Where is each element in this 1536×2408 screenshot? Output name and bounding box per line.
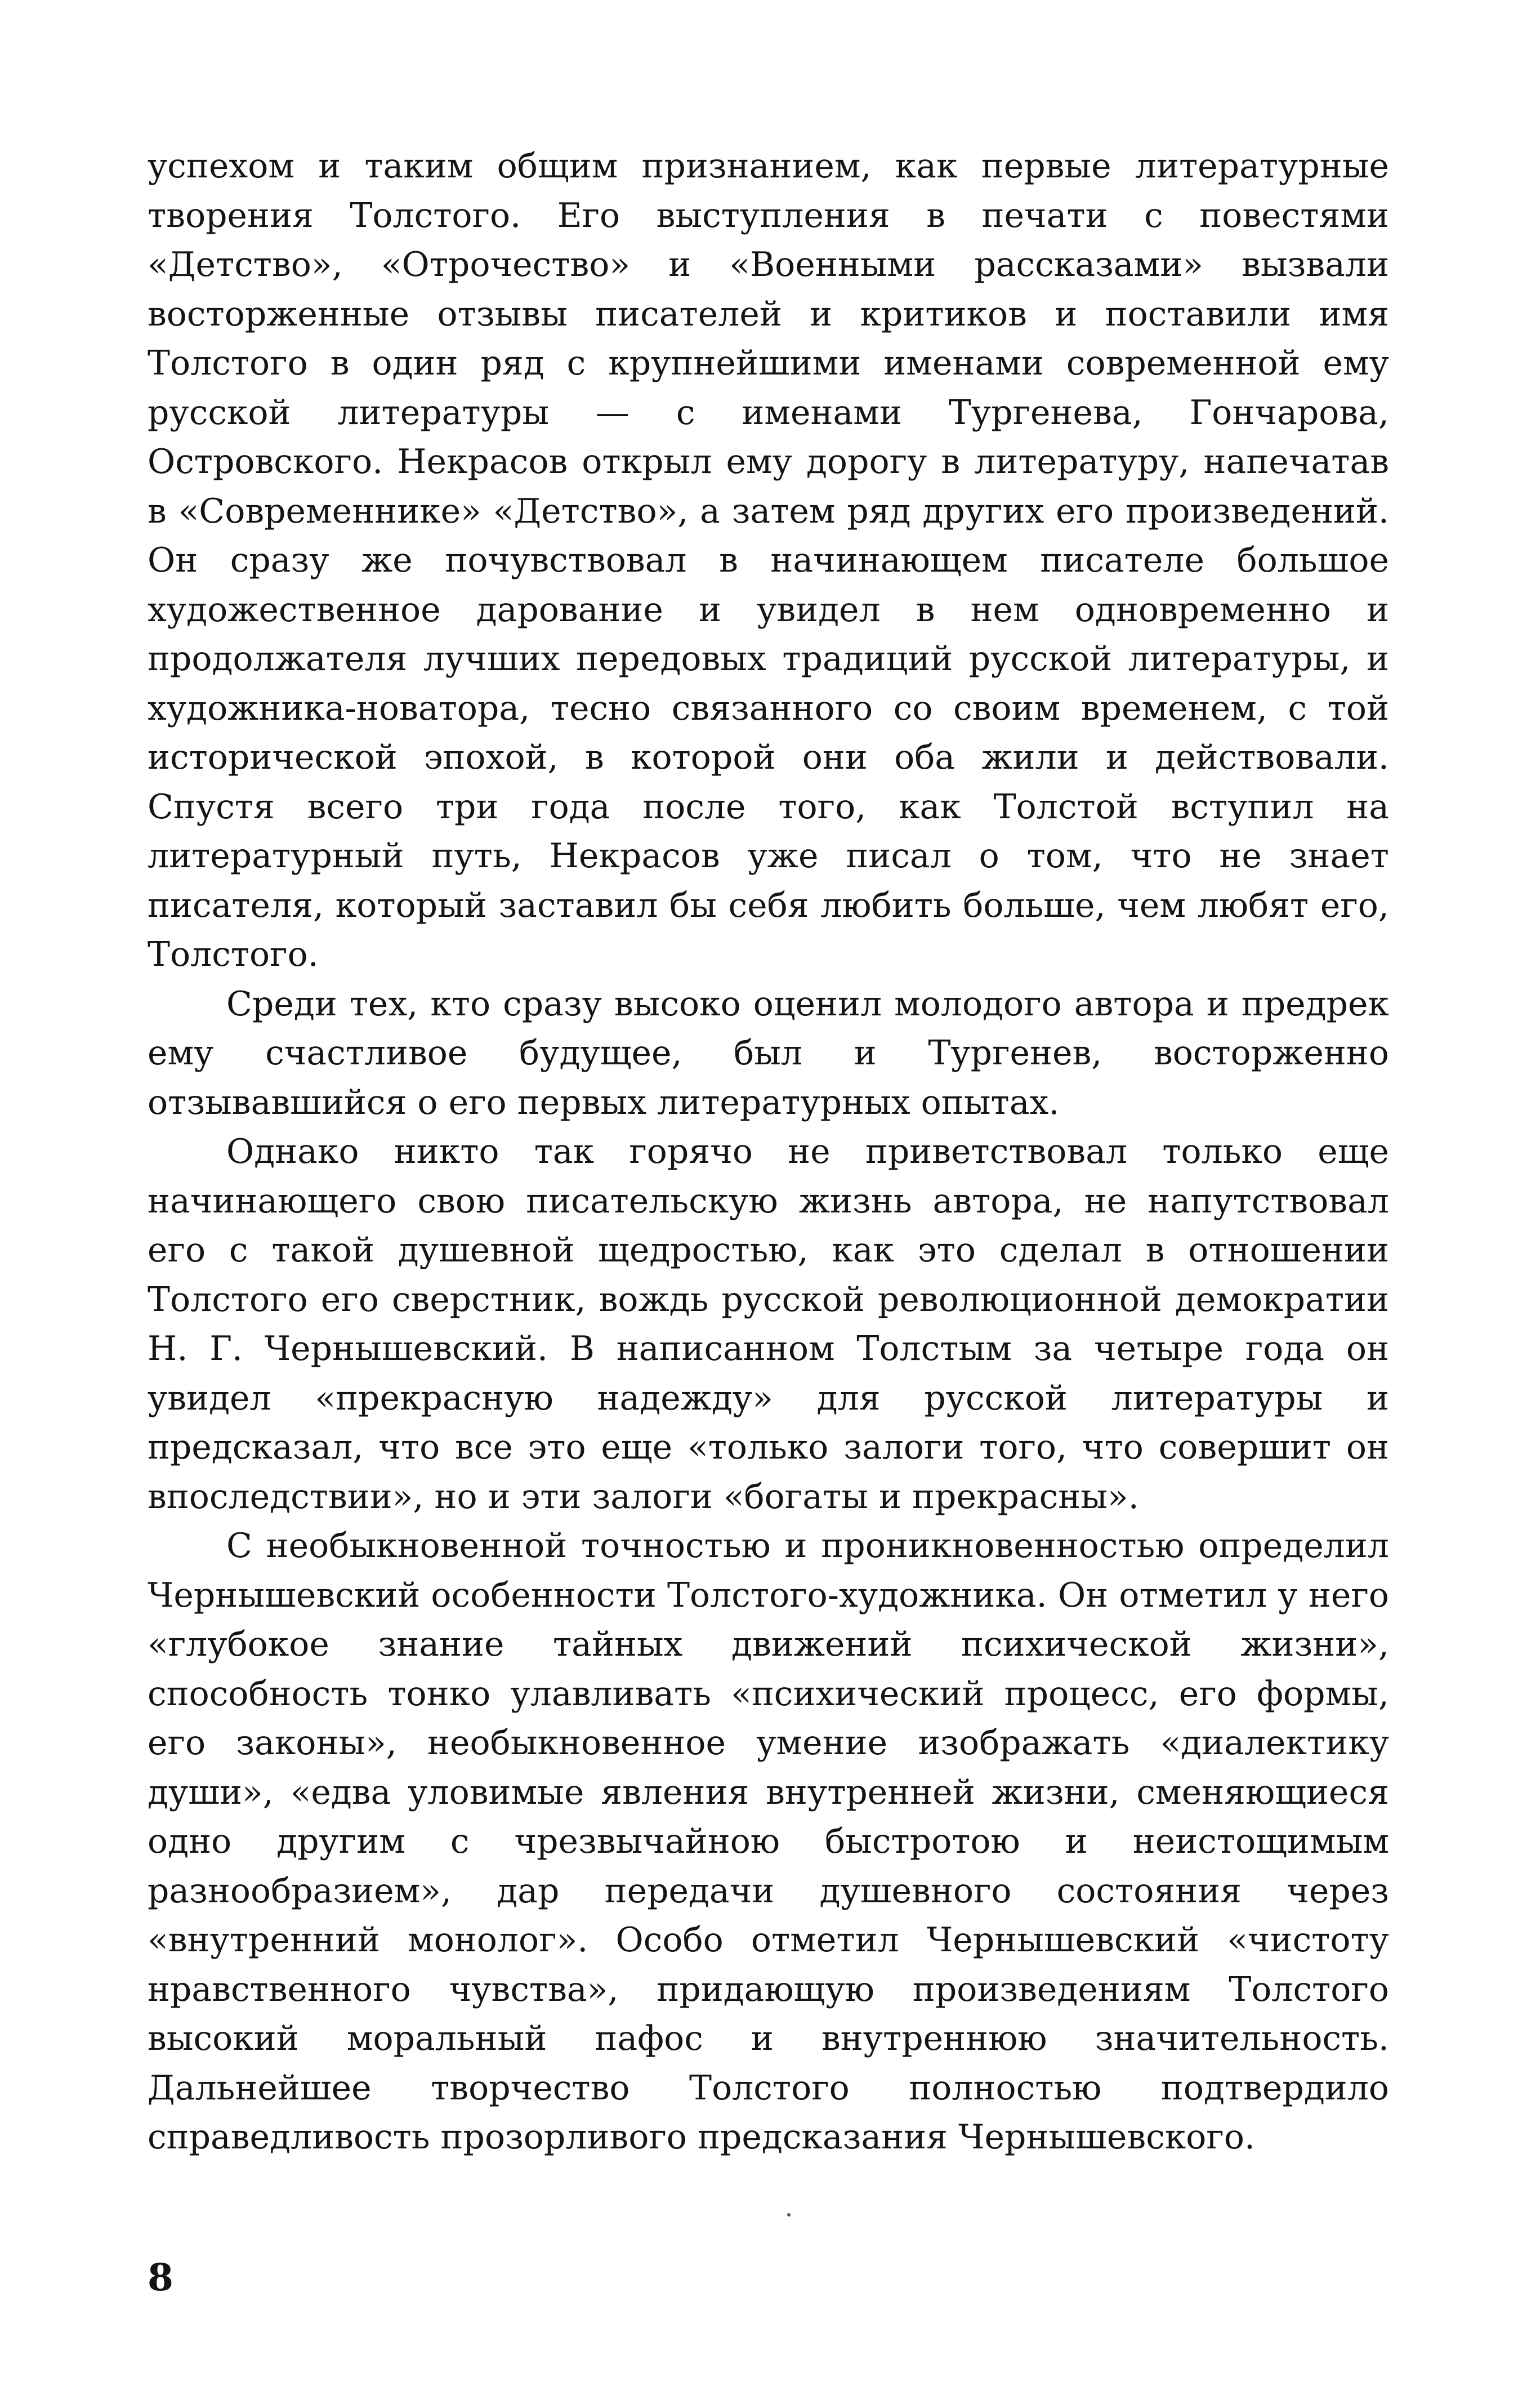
paragraph-4: С необыкновенной точностью и проникновенностью определил Чернышевский особенности Толстого-художника. Он отметил у него «глубокое знание тайных движений психической жизни», способность тонко улавливать «психический процесс, его формы, его законы», необыкновенное умение изображать «диалектику души», «едва уловимые явления внутренней жизни, сменяющиеся одно другим с чрезвычайною быстротою и неистощимым разнообразием», дар передачи душевного состояния через «внутренний монолог». Особо отметил Чернышевский «чистоту нравственного чувства», придающую произведениям Толстого высокий моральный пафос и внутреннюю значительность. Дальнейшее творчество Толстого полностью подтвердило справедливость прозорливого предсказания Чернышевского.: [148, 1526, 1389, 2157]
print-speck: [787, 2213, 791, 2217]
body-text: [148, 142, 1389, 2162]
paragraph-2: Среди тех, кто сразу высоко оценил молодого автора и предрек ему счастливое будущее, был и Тургенев, восторженно отзывавшийся о его первых литературных опытах.: [148, 984, 1389, 1122]
page-number: 8: [148, 2255, 173, 2299]
paragraph-1: успехом и таким общим признанием, как первые литературные творения Толстого. Его выступления в печати с повестями «Детство», «Отрочество» и «Военными рассказами» вызвали восторженные отзывы писателей и критиков и поставили имя Толстого в один ряд с крупнейшими именами современной ему русской литературы — с именами Тургенева, Гончарова, Островского. Некрасов открыл ему дорогу в литературу, напечатав в «Современнике» «Детство», а затем ряд других его произведений. Он сразу же почувствовал в начинающем писателе большое художественное дарование и увидел в нем одновременно и продолжателя лучших передовых традиций русской литературы, и художника-новатора, тесно связанного со своим временем, с той исторической эпохой, в которой они оба жили и действовали. Спустя всего три года после того, как Толстой вступил на литературный путь, Некрасов уже писал о том, что не знает писателя, который заставил бы себя любить больше, чем любят его, Толстого.: [148, 146, 1389, 974]
paragraph-3: Однако никто так горячо не приветствовал только еще начинающего свою писательскую жизнь автора, не напутствовал его с такой душевной щедростью, как это сделал в отношении Толстого его сверстник, вождь русской революционной демократии Н. Г. Чернышевский. В написанном Толстым за четыре года он увидел «прекрасную надежду» для русской литературы и предсказал, что все это еще «только залоги того, что совершит он впоследствии», но и эти залоги «богаты и прекрасны».: [148, 1132, 1389, 1517]
